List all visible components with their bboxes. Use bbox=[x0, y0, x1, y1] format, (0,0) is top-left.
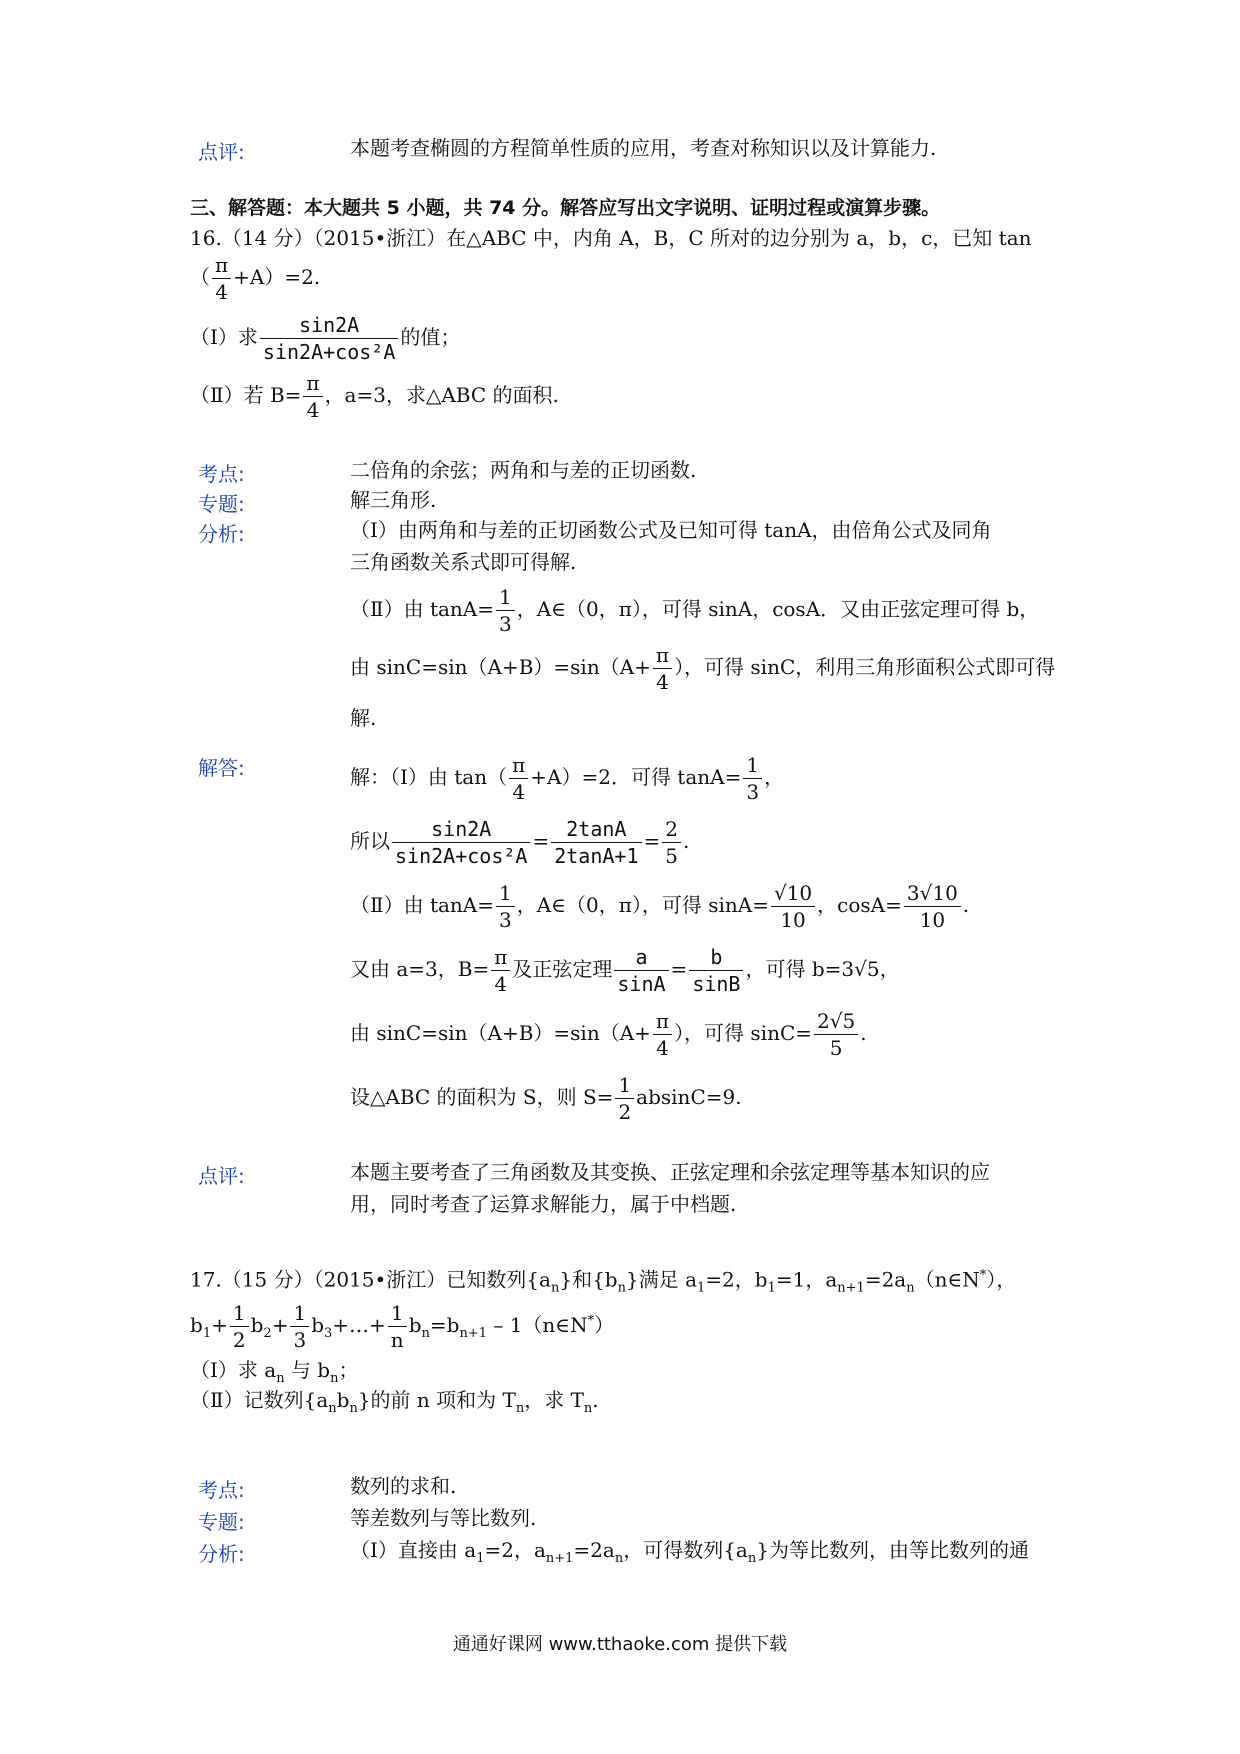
fraction: $\frac{2\tan A}{2\tan A+1}$ bbox=[551, 816, 641, 869]
jieda-line-5: 由 sinC=sin（A+B）=sin（A+ $\frac{\pi}{4}$ ），可得 sinC= $\frac{2√5}{5}$ . bbox=[350, 1009, 867, 1060]
fraction: $\frac{\pi}{4}$ bbox=[303, 370, 322, 423]
fraction: $\frac{b}{\sin B}$ bbox=[689, 944, 743, 997]
zhuanti-label: 专题: bbox=[198, 492, 245, 516]
jieda-line-2: 所以 $\frac{\sin 2A}{\text{sin2A+cos²A}}$ = $\frac{2\tan A}{2\tan A+1}$ = $\frac{2}{5}$ . bbox=[350, 817, 690, 868]
q17-part2: （Ⅱ）记数列$\{a_nb_n\}$的前 n 项和为 $T_n$，求 $T_n$. bbox=[190, 1388, 599, 1416]
kaodian-text: 二倍角的余弦；两角和与差的正切函数. bbox=[350, 458, 697, 482]
fraction: $\frac{1}{2}$ bbox=[230, 1300, 249, 1353]
fraction: $\frac{\pi}{4}$ bbox=[653, 1008, 672, 1061]
kaodian-label: 考点: bbox=[198, 462, 245, 486]
fraction: $\frac{2√5}{5}$ bbox=[814, 1008, 858, 1061]
fraction: $\frac{1}{3}$ bbox=[496, 584, 515, 637]
fenxi-line-1: （Ⅰ）由两角和与差的正切函数公式及已知可得 tanA，由倍角公式及同角 bbox=[350, 518, 992, 542]
dianping-line-2: 用，同时考查了运算求解能力，属于中档题. bbox=[350, 1192, 737, 1216]
jieda-line-4: 又由 a=3，B= $\frac{\pi}{4}$ 及正弦定理 $\frac{a}{\sin A}$ = $\frac{b}{\sin B}$ ，可得 b=3√5， bbox=[350, 945, 900, 996]
comment-text: 本题考查椭圆的方程简单性质的应用，考查对称知识以及计算能力. bbox=[350, 136, 937, 160]
q16-condition: （ $\frac{\pi}{4}$ +A）=2. bbox=[190, 253, 321, 304]
fraction: $\frac{\pi}{4}$ bbox=[653, 642, 672, 695]
q16-header: 16.（14 分）（2015•浙江）在△ABC 中，内角 A，B，C 所对的边分别为 a，b，c，已知 tan bbox=[190, 226, 1032, 250]
dianping-label: 点评: bbox=[198, 1164, 245, 1188]
jieda-line-1: 解：（Ⅰ）由 tan（ $\frac{\pi}{4}$ +A）=2．可得 tanA= $\frac{1}{3}$ ， bbox=[350, 753, 785, 804]
fenxi-line-3: （Ⅱ）由 tanA= $\frac{1}{3}$ ，A∈（0，π），可得 sinA，cosA．又由正弦定理可得 b， bbox=[350, 585, 1040, 636]
fraction: $\frac{\pi}{4}$ bbox=[509, 752, 528, 805]
section-heading: 三、解答题：本大题共 5 小题，共 74 分。解答应写出文字说明、证明过程或演算步骤。 bbox=[190, 197, 941, 219]
q17-part1: （Ⅰ）求 $a_n$ 与 $b_n$； bbox=[190, 1358, 359, 1386]
q16-part1: （Ⅰ）求 $\frac{\sin 2A}{\text{sin2A+cos²A}}$ 的值； bbox=[190, 313, 461, 364]
q17-condition: $b_1+$ $\frac{1}{2}$ $b_2+$ $\frac{1}{3}$ $b_3+\dots+$ $\frac{1}{n}$ $b_n=b_{n+1}$ – 1（n∈N*） bbox=[190, 1301, 615, 1352]
dianping-line-1: 本题主要考查了三角函数及其变换、正弦定理和余弦定理等基本知识的应 bbox=[350, 1160, 990, 1184]
fraction: $\frac{\pi}{4}$ bbox=[212, 252, 231, 305]
fraction: $\frac{1}{n}$ bbox=[388, 1300, 407, 1353]
fenxi-label: 分析: bbox=[198, 522, 245, 546]
jieda-line-3: （Ⅱ）由 tanA= $\frac{1}{3}$ ，A∈（0，π），可得 sinA= $\frac{√10}{10}$ ，cosA= $\frac{3√10}{10}$ . bbox=[350, 881, 970, 932]
fenxi-line-4: 由 sinC=sin（A+B）=sin（A+ $\frac{\pi}{4}$ ），可得 sinC，利用三角形面积公式即可得 bbox=[350, 643, 1056, 694]
zhuanti-text: 解三角形. bbox=[350, 488, 437, 512]
fraction: $\frac{3√10}{10}$ bbox=[904, 880, 961, 933]
fraction: $\frac{\sin 2A}{\text{sin2A+cos²A}}$ bbox=[392, 816, 530, 869]
comment-label: 点评: bbox=[198, 140, 245, 164]
page-footer: 通通好课网 www.tthaoke.com 提供下载 bbox=[452, 1634, 788, 1655]
fraction: $\frac{1}{2}$ bbox=[615, 1072, 634, 1125]
fenxi-line-2: 三角函数关系式即可得解. bbox=[350, 550, 577, 574]
zhuanti-label-17: 专题: bbox=[198, 1510, 245, 1534]
fraction: $\frac{\sin 2A}{\text{sin2A+cos²A}}$ bbox=[260, 312, 398, 365]
fraction: $\frac{2}{5}$ bbox=[662, 816, 681, 869]
fraction: $\frac{1}{3}$ bbox=[496, 880, 515, 933]
zhuanti-text-17: 等差数列与等比数列. bbox=[350, 1506, 537, 1530]
kaodian-label-17: 考点: bbox=[198, 1478, 245, 1502]
q17-header: 17.（15 分）（2015•浙江）已知数列$\{a_n\}$和$\{b_n\}$满足 $a_1=2$，$b_1=1$，$a_{n+1}=2a_n(n\in N^*)$， bbox=[190, 1267, 1017, 1296]
fenxi-text-17: （Ⅰ）直接由 $a_1=2$，$a_{n+1}=2a_n$，可得数列$\{a_n\}$为等比数列，由等比数列的通 bbox=[350, 1538, 1029, 1566]
fraction: $\frac{a}{\sin A}$ bbox=[614, 944, 668, 997]
jieda-line-6: 设△ABC 的面积为 S，则 S= $\frac{1}{2}$ absinC=9. bbox=[350, 1073, 742, 1124]
fenxi-line-5: 解. bbox=[350, 706, 377, 730]
fraction: $\frac{√10}{10}$ bbox=[771, 880, 815, 933]
fraction: $\frac{\pi}{4}$ bbox=[491, 944, 510, 997]
kaodian-text-17: 数列的求和. bbox=[350, 1474, 457, 1498]
jieda-label: 解答: bbox=[198, 756, 245, 780]
fraction: $\frac{1}{3}$ bbox=[743, 752, 762, 805]
fenxi-label-17: 分析: bbox=[198, 1542, 245, 1566]
q16-part2: （Ⅱ）若 B= $\frac{\pi}{4}$ ，a=3，求△ABC 的面积. bbox=[190, 371, 559, 422]
fraction: $\frac{1}{3}$ bbox=[290, 1300, 309, 1353]
